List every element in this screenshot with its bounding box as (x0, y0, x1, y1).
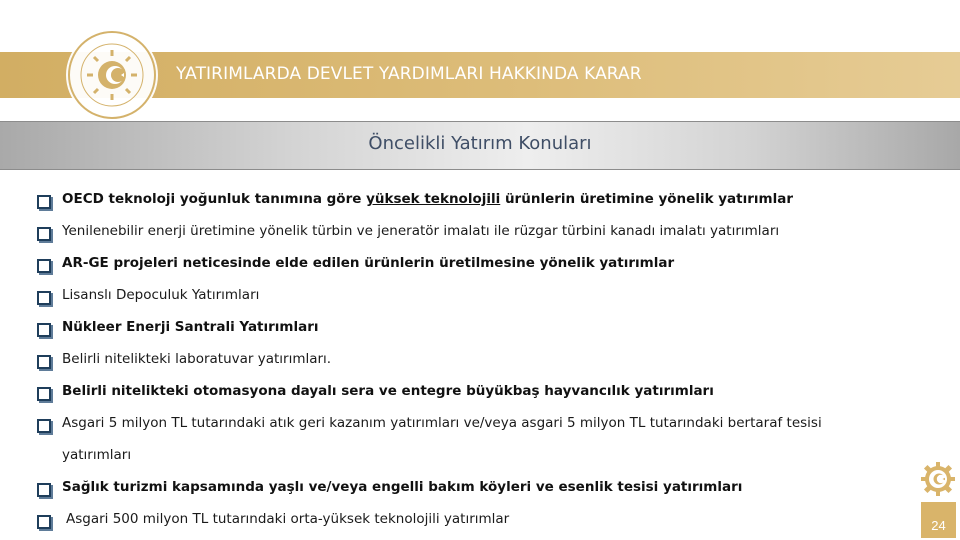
list-item-text: Nükleer Enerji Santrali Yatırımları (62, 319, 319, 335)
list-item-underlined-text: yüksek teknolojili (366, 191, 501, 207)
list-item-text: Sağlık turizmi kapsamında yaşlı ve/veya engelli bakım köyleri ve esenlik tesisi yatırımları (62, 479, 743, 495)
list-item-text-continued: yatırımları (62, 447, 132, 463)
gear-star-emblem-icon (920, 461, 956, 497)
section-title-text: Öncelikli Yatırım Konuları (368, 133, 592, 154)
list-item (37, 474, 917, 506)
checkbox-bullet-icon (37, 483, 51, 497)
checkbox-bullet-icon (37, 387, 51, 401)
checkbox-bullet-icon (37, 419, 51, 433)
list-item (37, 250, 917, 282)
list-item (37, 410, 917, 474)
list-item (37, 218, 917, 250)
priority-list (37, 186, 917, 538)
list-item-text: Belirli nitelikteki otomasyona dayalı sera ve entegre büyükbaş hayvancılık yatırımları (62, 383, 714, 399)
checkbox-bullet-icon (37, 355, 51, 369)
list-item (37, 506, 917, 538)
list-item (37, 186, 917, 218)
list-item-text: Yenilenebilir enerji üretimine yönelik türbin ve jeneratör imalatı ile rüzgar türbini kanadı imalatı yatırımları (62, 223, 780, 239)
list-item (37, 346, 917, 378)
list-item-text: Belirli nitelikteki laboratuvar yatırımları. (62, 351, 332, 367)
checkbox-bullet-icon (37, 227, 51, 241)
checkbox-bullet-icon (37, 259, 51, 273)
list-item-text-part: OECD teknoloji yoğunluk tanımına göre (62, 191, 367, 207)
list-item-text: Lisanslı Depoculuk Yatırımları (62, 287, 260, 303)
list-item-text-part: ürünlerin üretimine yönelik yatırımlar (500, 191, 793, 207)
list-item-text (62, 191, 793, 207)
checkbox-bullet-icon (37, 195, 51, 209)
checkbox-bullet-icon (37, 515, 51, 529)
list-item (37, 378, 917, 410)
list-item-text: Asgari 5 milyon TL tutarındaki atık geri kazanım yatırımları ve/veya asgari 5 milyon TL tutarındaki bertaraf tesisi (62, 415, 822, 431)
list-item (37, 282, 917, 314)
list-item (37, 314, 917, 346)
list-item-text: Asgari 500 milyon TL tutarındaki orta-yüksek teknolojili yatırımlar (66, 511, 510, 527)
page-title: YATIRIMLARDA DEVLET YARDIMLARI HAKKINDA KARAR (176, 64, 642, 84)
checkbox-bullet-icon (37, 291, 51, 305)
list-item-text: AR-GE projeleri neticesinde elde edilen ürünlerin üretilmesine yönelik yatırımlar (62, 255, 675, 271)
checkbox-bullet-icon (37, 323, 51, 337)
page-number: 24 (931, 518, 946, 533)
section-title (0, 133, 960, 154)
ministry-seal-icon (58, 28, 166, 122)
